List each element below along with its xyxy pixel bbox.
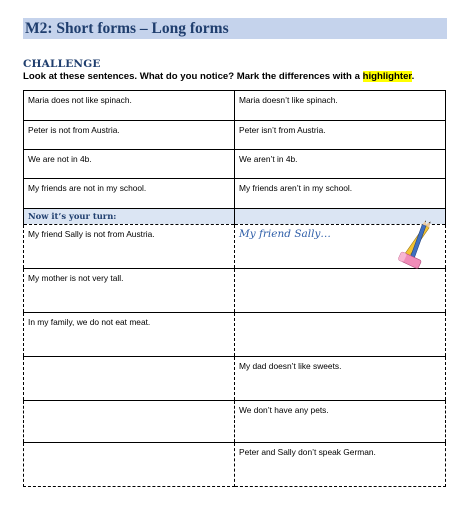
your-turn-heading: Now it’s your turn: <box>24 209 235 225</box>
table-row <box>24 121 446 150</box>
handwritten-answer: My friend Sally… <box>239 228 331 240</box>
table-row <box>24 179 446 209</box>
table-row <box>24 269 446 313</box>
long-form-cell: We are not in 4b. <box>24 150 235 179</box>
table-row <box>24 91 446 121</box>
short-form-answer-cell[interactable] <box>235 313 446 357</box>
table-row <box>24 225 446 269</box>
long-form-answer-cell[interactable] <box>24 443 235 487</box>
long-form-cell: My friend Sally is not from Austria. <box>24 225 235 269</box>
table-row <box>24 443 446 487</box>
short-form-cell: My dad doesn’t like sweets. <box>235 357 446 401</box>
table-row <box>24 357 446 401</box>
long-form-answer-cell[interactable] <box>24 401 235 443</box>
long-form-cell: Maria does not like spinach. <box>24 91 235 121</box>
short-form-cell: We don’t have any pets. <box>235 401 446 443</box>
long-form-cell: My mother is not very tall. <box>24 269 235 313</box>
short-form-cell: We aren’t in 4b. <box>235 150 446 179</box>
table-row <box>24 150 446 179</box>
long-form-answer-cell[interactable] <box>24 357 235 401</box>
highlighter-word: highlighter <box>362 71 412 82</box>
table-row <box>24 401 446 443</box>
instruction-after: . <box>411 71 415 82</box>
long-form-cell: My friends are not in my school. <box>24 179 235 209</box>
sentence-table <box>23 90 446 487</box>
long-form-cell: Peter is not from Austria. <box>24 121 235 150</box>
table-row <box>24 313 446 357</box>
page-title: M2: Short forms – Long forms <box>23 18 447 39</box>
pencil-eraser-icon <box>392 212 444 272</box>
instruction-before: Look at these sentences. What do you notice? Mark the differences with a <box>23 71 363 82</box>
instruction-text <box>23 71 453 82</box>
short-form-cell: My friends aren’t in my school. <box>235 179 446 209</box>
your-turn-row <box>24 209 446 225</box>
short-form-cell: Maria doesn’t like spinach. <box>235 91 446 121</box>
long-form-cell: In my family, we do not eat meat. <box>24 313 235 357</box>
challenge-heading: CHALLENGE <box>23 58 101 70</box>
short-form-cell: Peter and Sally don’t speak German. <box>235 443 446 487</box>
short-form-answer-cell[interactable] <box>235 269 446 313</box>
short-form-cell: Peter isn’t from Austria. <box>235 121 446 150</box>
